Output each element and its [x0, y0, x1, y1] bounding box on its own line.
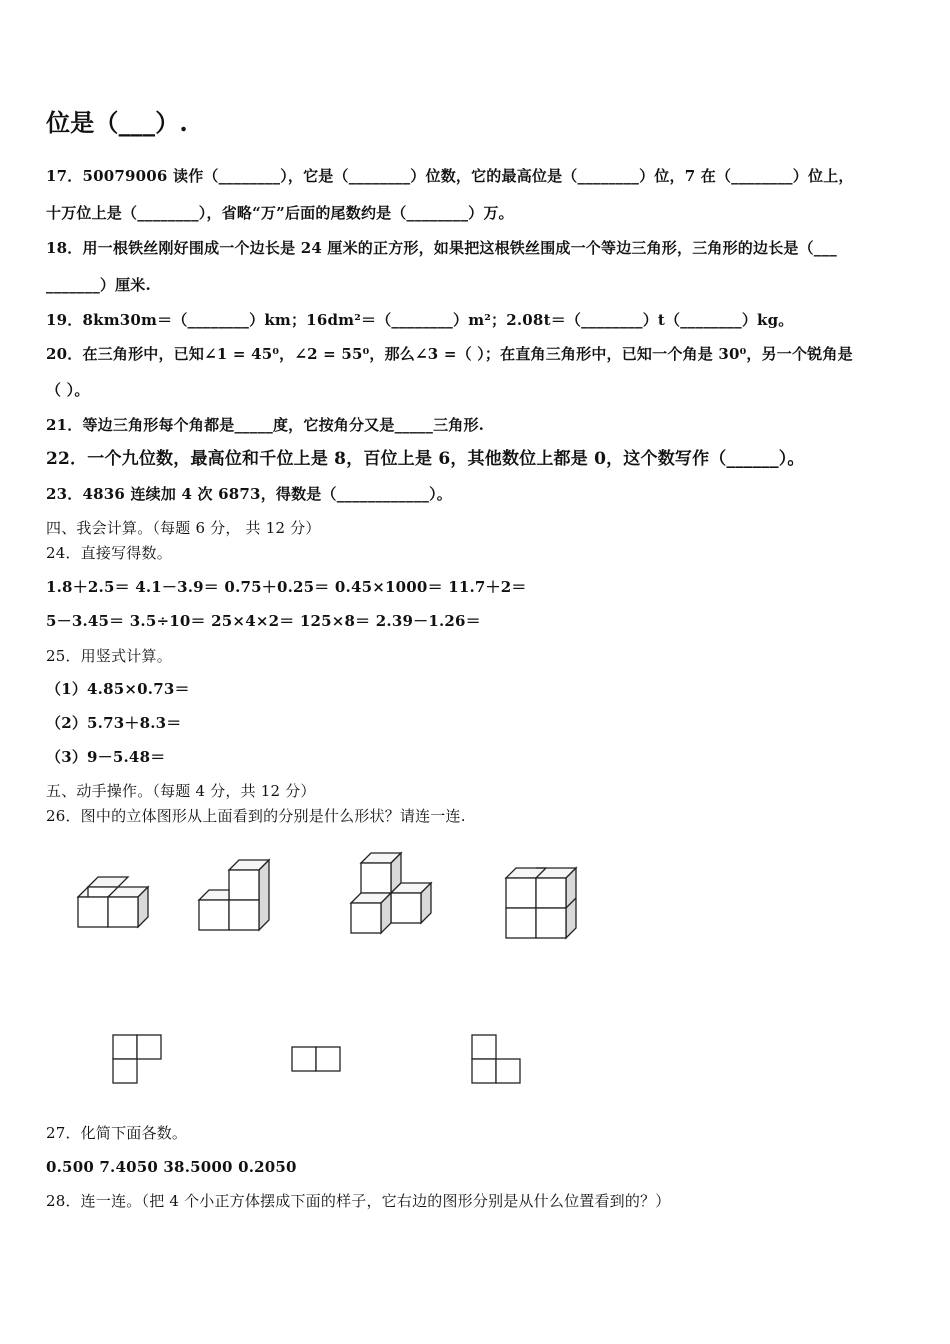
- q27-numbers: 0.500 7.4050 38.5000 0.2050: [46, 1158, 297, 1176]
- q25-item1: （1）4.85×0.73＝: [46, 680, 190, 698]
- q25-item2: （2）5.73＋8.3＝: [46, 714, 182, 732]
- top-view-3: [472, 1035, 520, 1083]
- q20-line1: 20．在三角形中，已知∠1 = 45⁰，∠2 = 55⁰，那么∠3 =（ ）；在直角三角形中，已知一个角是 30⁰，另一个锐角是: [46, 345, 853, 363]
- cube-solid-4: [506, 868, 576, 938]
- q22-line: 22．一个九位数，最高位和千位上是 8，百位上是 6，其他数位上都是 0，这个数写作（______）。: [46, 449, 805, 469]
- q23-line: 23．4836 连续加 4 次 6873，得数是（____________）。: [46, 485, 452, 503]
- top-view-2: [292, 1047, 340, 1071]
- section-4-heading: 四、我会计算。（每题 6 分， 共 12 分）: [46, 519, 321, 537]
- top-view-1: [113, 1035, 161, 1083]
- q20-line2: （ ）。: [46, 381, 90, 399]
- q27-heading: 27．化简下面各数。: [46, 1124, 188, 1142]
- q21-line: 21．等边三角形每个角都是_____度，它按角分又是_____三角形.: [46, 416, 485, 434]
- q17-line1: 17．50079006 读作（________），它是（________）位数，它的最高位是（________）位，7 在（________）位上，: [46, 167, 854, 185]
- q24-row2: 5－3.45＝ 3.5÷10＝ 25×4×2＝ 125×8＝ 2.39－1.26＝: [46, 612, 481, 630]
- q18-line1: 18．用一根铁丝刚好围成一个边长是 24 厘米的正方形，如果把这根铁丝围成一个等边三角形，三角形的边长是（___: [46, 239, 837, 257]
- q24-heading: 24．直接写得数。: [46, 544, 172, 562]
- q25-item3: （3）9－5.48＝: [46, 748, 166, 766]
- q25-heading: 25．用竖式计算。: [46, 647, 172, 665]
- q17-line2: 十万位上是（________），省略“万”后面的尾数约是（________）万。: [46, 204, 514, 222]
- q19-line: 19．8km30m＝（________）km；16dm²＝（________）m²；2.08t＝（________）t（________）kg。: [46, 311, 794, 329]
- section-5-heading: 五、动手操作。（每题 4 分，共 12 分）: [46, 782, 316, 800]
- q18-line2: _______）厘米.: [46, 276, 151, 294]
- cube-solid-2: [199, 860, 269, 930]
- q26-heading: 26．图中的立体图形从上面看到的分别是什么形状？请连一连.: [46, 807, 466, 825]
- cube-solid-1: [78, 877, 148, 927]
- q28-heading: 28．连一连。（把 4 个小正方体摆成下面的样子，它右边的图形分别是从什么位置看到的？）: [46, 1192, 671, 1210]
- cube-solid-3: [351, 853, 431, 933]
- q24-row1: 1.8＋2.5＝ 4.1－3.9＝ 0.75＋0.25＝ 0.45×1000＝ 11.7＋2＝: [46, 578, 527, 596]
- q16-tail: 位是（___）.: [46, 108, 188, 137]
